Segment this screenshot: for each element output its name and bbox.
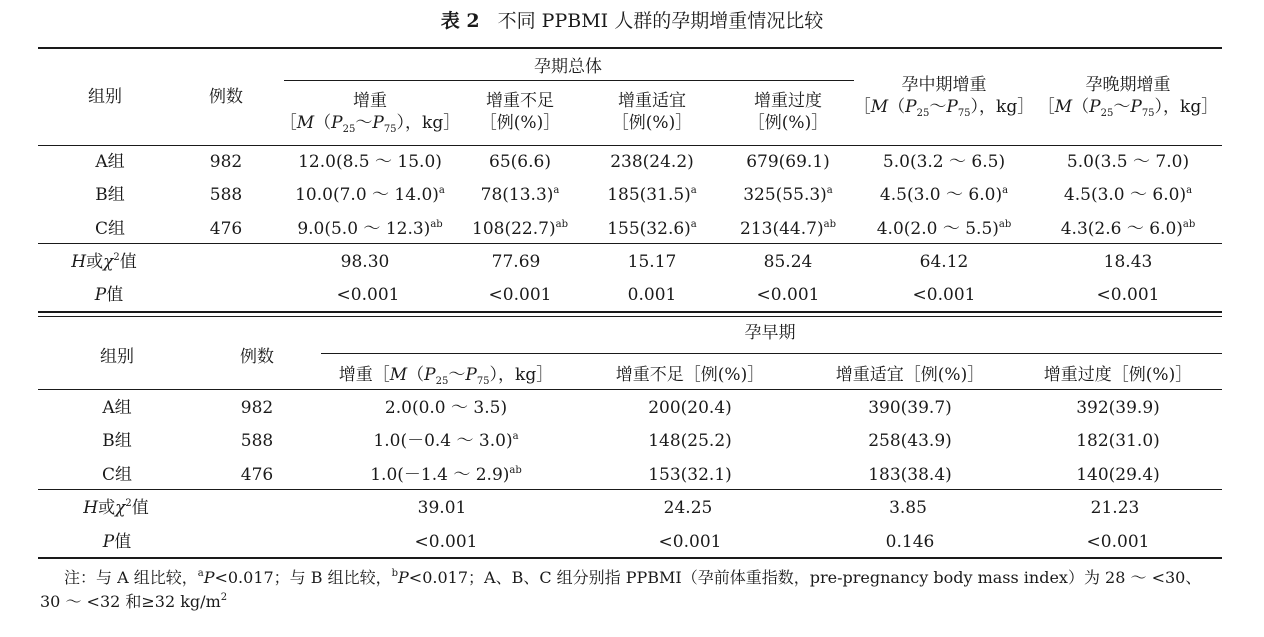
table-cell: 4.3(2.6 ～ 6.0)$^{ab}$: [1060, 219, 1196, 239]
insufficient-header: 增重不足［例(%)］: [615, 365, 765, 385]
p-value: 0.001: [627, 285, 677, 305]
h-value: 77.69: [491, 252, 541, 272]
table-cell: 10.0(7.0 ～ 14.0)$^a$: [295, 185, 445, 205]
table-cell: 183(38.4): [868, 465, 952, 485]
h-value: 24.25: [663, 498, 713, 518]
table-cell: 5.0(3.5 ～ 7.0): [1066, 152, 1190, 172]
h-value: 21.23: [1090, 498, 1140, 518]
table-row-group: B组: [102, 431, 132, 451]
p-value: <0.001: [756, 285, 820, 305]
h-value: 15.17: [627, 252, 677, 272]
table-row-count: 476: [209, 219, 243, 239]
table-cell: 12.0(8.5 ～ 15.0): [298, 152, 442, 172]
early-span-header: 孕早期: [744, 323, 796, 343]
h-value: 64.12: [919, 252, 969, 272]
p-label: P值: [94, 285, 124, 305]
table-cell: 392(39.9): [1076, 398, 1160, 418]
table-cell: 1.0(－0.4 ～ 3.0)$^a$: [373, 431, 519, 451]
table-row-group: C组: [94, 219, 126, 239]
p-value: <0.001: [414, 532, 478, 552]
table-cell: 200(20.4): [648, 398, 732, 418]
p-value: <0.001: [912, 285, 976, 305]
table-cell: 153(32.1): [648, 465, 732, 485]
table-cell: $108(22.7)^{ab}$: [472, 219, 568, 239]
table-cell: 4.5(3.0 ～ 6.0)$^a$: [879, 185, 1009, 205]
table-footnote: 注：与 A 组比较，$^a$P<0.017；与 B 组比较，$^b$P<0.017；A、B、C 组分别指 PPBMI（孕前体重指数，pre-pregnancy body mass index）为 28 ～ <30、 30 ～ <32 和≥32 $kg/m^2$: [40, 568, 1202, 611]
h-value: 39.01: [417, 498, 467, 518]
bottom-header-rule: [38, 389, 1222, 390]
p-value: <0.001: [336, 285, 400, 305]
excess-header: 增重过度 ［例(%)］: [747, 91, 829, 133]
p-value: <0.001: [1096, 285, 1160, 305]
table-cell: $78(13.3)^a$: [480, 185, 560, 205]
insufficient-header: 增重不足 ［例(%)］: [479, 91, 561, 133]
table-cell: 390(39.7): [868, 398, 952, 418]
bottom-rule: [38, 557, 1222, 559]
span-underline: [284, 80, 854, 81]
mid-pregnancy-header: 孕中期增重 $[M(P_{25}\sim P_{75})$，kg］: [853, 75, 1035, 119]
table-cell: 182(31.0): [1076, 431, 1160, 451]
table-cell: 9.0(5.0 ～ 12.3)$^{ab}$: [297, 219, 443, 239]
table-row-group: A组: [95, 152, 125, 172]
span-underline: [321, 353, 1222, 354]
table-row-count: 588: [209, 185, 243, 205]
top-stats-rule: [38, 243, 1222, 244]
top-header-rule: [38, 145, 1222, 146]
table-cell: $155(32.6)^a$: [607, 219, 697, 239]
p-value: <0.001: [488, 285, 552, 305]
table-cell: 2.0(0.0 ～ 3.5): [384, 398, 508, 418]
bottom-stats-rule: [38, 489, 1222, 490]
table-cell: 679(69.1): [746, 152, 830, 172]
overall-span-header: 孕期总体: [534, 57, 602, 77]
h-chi-label: H或$\chi^2$值: [83, 498, 149, 518]
table-cell: 1.0(－1.4 ～ 2.9)$^{ab}$: [370, 465, 522, 485]
excess-header: 增重过度［例(%)］: [1043, 365, 1193, 385]
gain-header: 增重$[M(P_{25}\sim P_{75})$，kg］: [338, 365, 554, 387]
adequate-header: 增重适宜 ［例(%)］: [611, 91, 693, 133]
gain-header: 增重 $[M(P_{25}\sim P_{75})$，kg］: [279, 91, 461, 135]
adequate-header: 增重适宜［例(%)］: [835, 365, 985, 385]
count-header: 例数: [240, 347, 274, 367]
table-row-count: 588: [240, 431, 274, 451]
h-chi-label: H或$\chi^2$值: [71, 252, 137, 272]
table-row-count: 982: [209, 152, 243, 172]
h-value: 85.24: [763, 252, 813, 272]
table-cell: $213(44.7)^{ab}$: [740, 219, 836, 239]
table-cell: $325(55.3)^a$: [743, 185, 833, 205]
table-cell: 258(43.9): [868, 431, 952, 451]
table-cell: 148(25.2): [648, 431, 732, 451]
table-row-count: 476: [240, 465, 274, 485]
table-cell: 140(29.4): [1076, 465, 1160, 485]
table-cell: 238(24.2): [610, 152, 694, 172]
p-value: <0.001: [658, 532, 722, 552]
table-cell: 5.0(3.2 ～ 6.5): [882, 152, 1006, 172]
table-row-group: B组: [95, 185, 125, 205]
table-cell: 4.0(2.0 ～ 5.5)$^{ab}$: [876, 219, 1012, 239]
separator-rule-1: [38, 311, 1222, 313]
top-rule: [38, 47, 1222, 49]
table-cell: 65(6.6): [489, 152, 551, 172]
p-value: <0.001: [1086, 532, 1150, 552]
table-row-group: A组: [102, 398, 132, 418]
table-row-group: C组: [101, 465, 133, 485]
separator-rule-2: [38, 316, 1222, 317]
table-cell: 4.5(3.0 ～ 6.0)$^a$: [1063, 185, 1193, 205]
table-cell: $185(31.5)^a$: [607, 185, 697, 205]
table-number: 表 2: [440, 10, 480, 32]
h-value: 3.85: [889, 498, 927, 518]
count-header: 例数: [209, 87, 243, 107]
late-pregnancy-header: 孕晚期增重 $[M(P_{25}\sim P_{75})$，kg］: [1037, 75, 1219, 119]
table-row-count: 982: [240, 398, 274, 418]
p-value: 0.146: [885, 532, 935, 552]
group-header: 组别: [88, 87, 122, 107]
h-value: 18.43: [1103, 252, 1153, 272]
table-title: [0, 6, 1264, 36]
table-caption: 不同 PPBMI 人群的孕期增重情况比较: [497, 10, 824, 32]
group-header: 组别: [100, 347, 134, 367]
h-value: 98.30: [340, 252, 390, 272]
p-label: P值: [102, 532, 132, 552]
